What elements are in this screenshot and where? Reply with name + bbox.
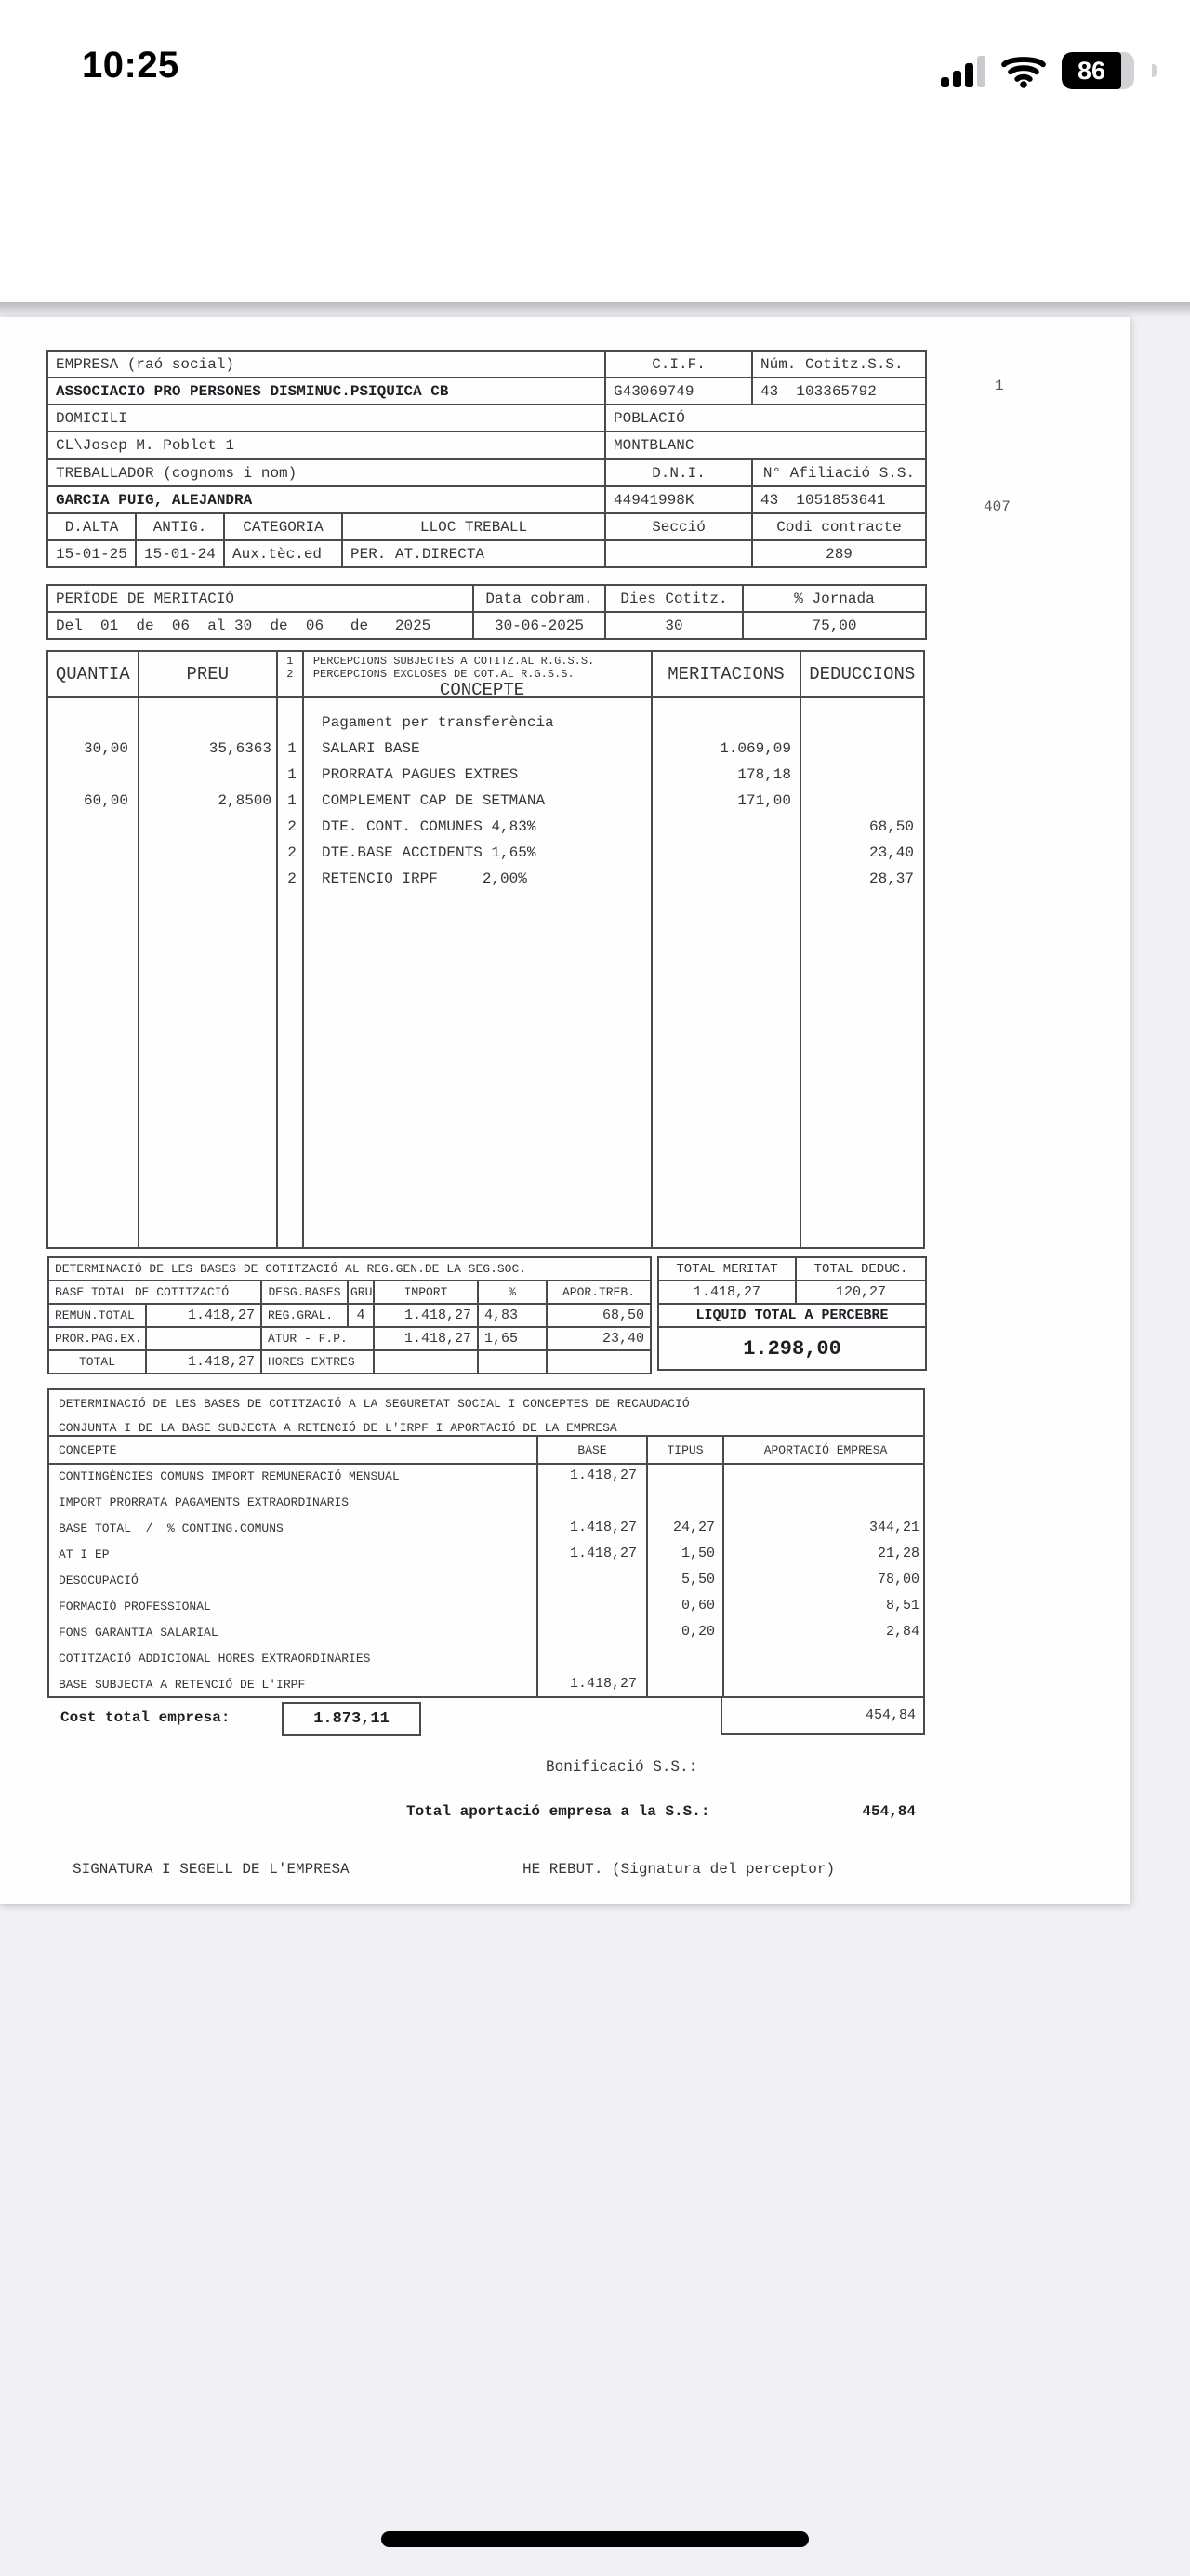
rec-row-tipus: 0,20 bbox=[681, 1624, 715, 1640]
concept-row: 2 DTE.BASE ACCIDENTS 1,65% 23,40 bbox=[287, 844, 914, 861]
total-aportacio-label: Total aportació empresa a la S.S.: bbox=[406, 1803, 710, 1820]
treballador-header: TREBALLADOR (cognoms i nom) bbox=[47, 459, 605, 486]
percepcions-line-2: PERCEPCIONS EXCLOSES DE COT.AL R.G.S.S. bbox=[312, 668, 575, 681]
dies-cotitz-value: 30 bbox=[605, 612, 743, 639]
rec-row-aport: 21,28 bbox=[877, 1546, 919, 1561]
rec-row-base: 1.418,27 bbox=[569, 1676, 637, 1692]
rec-row-label: CONTINGÈNCIES COMUNS IMPORT REMUNERACIÓ MENSUAL bbox=[59, 1469, 400, 1483]
desg-bases-header: DESG.BASES bbox=[261, 1281, 348, 1304]
recaudacio-table bbox=[47, 1388, 925, 1698]
total-value: 1.418,27 bbox=[146, 1350, 261, 1374]
concept-row: 1 PRORRATA PAGUES EXTRES 178,18 bbox=[287, 766, 791, 783]
battery-percent: 86 bbox=[1077, 56, 1106, 85]
pror-pag-ex-value bbox=[146, 1327, 261, 1350]
wifi-icon bbox=[1001, 53, 1046, 88]
page-marker-407: 407 bbox=[984, 498, 1011, 515]
rec-row-label: AT I EP bbox=[59, 1547, 110, 1561]
cif-header: C.I.F. bbox=[605, 351, 752, 378]
cellular-signal-icon bbox=[941, 54, 985, 87]
rec-row-label: BASE SUBJECTA A RETENCIÓ DE L'IRPF bbox=[59, 1678, 306, 1692]
total-meritat-value: 1.418,27 bbox=[658, 1281, 796, 1304]
rec-row-base: 1.418,27 bbox=[569, 1546, 637, 1561]
gru-header: GRU bbox=[348, 1281, 374, 1304]
num-cotitz-value: 43 103365792 bbox=[752, 378, 926, 405]
codi-header: Codi contracte bbox=[752, 513, 926, 540]
domicili-value: CL\Josep M. Poblet 1 bbox=[47, 432, 605, 458]
lloc-value: PER. AT.DIRECTA bbox=[342, 540, 605, 567]
aportacio-subtotal: 454,84 bbox=[865, 1707, 916, 1723]
liquid-total-label: LIQUID TOTAL A PERCEBRE bbox=[658, 1304, 926, 1327]
afiliacio-value: 43 1051853641 bbox=[752, 486, 926, 513]
periode-range: Del 01 de 06 al 30 de 06 de 2025 bbox=[47, 612, 473, 639]
rec-row-tipus: 24,27 bbox=[672, 1520, 715, 1535]
dni-header: D.N.I. bbox=[605, 459, 752, 486]
rec-base-header: BASE bbox=[577, 1443, 607, 1457]
base-total-header: BASE TOTAL DE COTITZACIÓ bbox=[48, 1281, 261, 1304]
afiliacio-header: N° Afiliació S.S. bbox=[752, 459, 926, 486]
atur-fp-pct: 1,65 bbox=[478, 1327, 547, 1350]
pdf-toolbar bbox=[0, 135, 1190, 302]
poblacio-header: POBLACIÓ bbox=[605, 405, 926, 432]
concept-row: 2 RETENCIO IRPF 2,00% 28,37 bbox=[287, 870, 914, 887]
cif-value: G43069749 bbox=[605, 378, 752, 405]
empresa-header: EMPRESA (raó social) bbox=[47, 351, 605, 378]
cotitzacio-table bbox=[47, 1256, 652, 1374]
deduccions-header: DEDUCCIONS bbox=[809, 663, 916, 684]
lloc-header: LLOC TREBALL bbox=[342, 513, 605, 540]
aportacio-subtotal-box bbox=[721, 1698, 925, 1735]
rec-row-tipus: 0,60 bbox=[681, 1598, 715, 1613]
total-deduc-header: TOTAL DEDUC. bbox=[796, 1257, 926, 1281]
concepts-table bbox=[46, 650, 925, 1249]
pror-pag-ex-label: PROR.PAG.EX. bbox=[48, 1327, 146, 1350]
concept-row: 30,00 35,6363 1 SALARI BASE 1.069,09 bbox=[83, 740, 791, 757]
treballador-table bbox=[46, 458, 927, 568]
total-meritat-header: TOTAL MERITAT bbox=[658, 1257, 796, 1281]
empresa-table bbox=[46, 350, 927, 459]
hores-extres-import bbox=[374, 1350, 478, 1374]
data-cobram-value: 30-06-2025 bbox=[473, 612, 605, 639]
rec-row-tipus: 5,50 bbox=[681, 1572, 715, 1587]
battery-icon bbox=[1062, 52, 1134, 89]
quantia-header: QUANTIA bbox=[48, 652, 139, 696]
rec-aportacio-header: APORTACIÓ EMPRESA bbox=[763, 1443, 888, 1457]
rec-row-tipus: 1,50 bbox=[681, 1546, 715, 1561]
reg-gral-pct: 4,83 bbox=[478, 1304, 547, 1327]
rec-row-base: 1.418,27 bbox=[569, 1520, 637, 1535]
periode-table bbox=[46, 584, 927, 640]
seccio-value bbox=[605, 540, 752, 567]
rec-row-aport: 2,84 bbox=[885, 1624, 919, 1640]
categoria-header: CATEGORIA bbox=[224, 513, 342, 540]
rec-tipus-header: TIPUS bbox=[667, 1443, 704, 1457]
remun-total-value: 1.418,27 bbox=[146, 1304, 261, 1327]
antig-value: 15-01-24 bbox=[136, 540, 224, 567]
concepte-header-block bbox=[304, 652, 653, 700]
poblacio-value: MONTBLANC bbox=[605, 432, 926, 458]
seccio-header: Secció bbox=[605, 513, 752, 540]
jornada-value: 75,00 bbox=[743, 612, 926, 639]
battery-nub bbox=[1152, 64, 1157, 77]
rec-row-label: FONS GARANTIA SALARIAL bbox=[59, 1626, 218, 1640]
periode-header: PERÍODE DE MERITACIÓ bbox=[47, 585, 473, 612]
concepte-header: CONCEPTE bbox=[439, 680, 525, 700]
signature-right-label: HE REBUT. (Signatura del perceptor) bbox=[522, 1861, 836, 1878]
reg-gral-gru: 4 bbox=[348, 1304, 374, 1327]
remun-total-label: REMUN.TOTAL bbox=[48, 1304, 146, 1327]
hores-extres-label: HORES EXTRES bbox=[261, 1350, 374, 1374]
status-bar bbox=[0, 0, 1190, 135]
status-time: 10:25 bbox=[82, 45, 179, 86]
reg-gral-label: REG.GRAL. bbox=[261, 1304, 348, 1327]
jornada-header: % Jornada bbox=[743, 585, 926, 612]
cost-total-box bbox=[282, 1702, 421, 1736]
bonificacio-label: Bonificació S.S.: bbox=[546, 1759, 698, 1775]
apor-treb-header: APOR.TREB. bbox=[547, 1281, 651, 1304]
domicili-header: DOMICILI bbox=[47, 405, 605, 432]
recaudacio-title-2: CONJUNTA I DE LA BASE SUBJECTA A RETENCIÓ DE L'IRPF I APORTACIÓ DE LA EMPRESA bbox=[59, 1421, 617, 1435]
rec-row-base: 1.418,27 bbox=[569, 1467, 637, 1483]
page-marker-1: 1 bbox=[995, 378, 1004, 394]
cost-total-label: Cost total empresa: bbox=[60, 1709, 231, 1726]
rec-row-label: FORMACIÓ PROFESSIONAL bbox=[59, 1600, 211, 1613]
treballador-name: GARCIA PUIG, ALEJANDRA bbox=[47, 486, 605, 513]
total-deduc-value: 120,27 bbox=[796, 1281, 926, 1304]
meritacions-header: MERITACIONS bbox=[653, 652, 800, 696]
reg-gral-import: 1.418,27 bbox=[374, 1304, 478, 1327]
dalta-header: D.ALTA bbox=[47, 513, 136, 540]
pct-header: % bbox=[478, 1281, 547, 1304]
concept-row: Pagament per transferència bbox=[322, 714, 554, 731]
data-cobram-header: Data cobram. bbox=[473, 585, 605, 612]
rec-row-label: DESOCUPACIÓ bbox=[59, 1573, 139, 1587]
dalta-value: 15-01-25 bbox=[47, 540, 136, 567]
hores-extres-pct bbox=[478, 1350, 547, 1374]
pdf-page bbox=[0, 317, 1130, 1904]
home-indicator[interactable] bbox=[381, 2531, 809, 2547]
atur-fp-import: 1.418,27 bbox=[374, 1327, 478, 1350]
totals-table bbox=[657, 1256, 927, 1371]
code-column-header: 1 2 bbox=[278, 652, 304, 696]
concept-row: 2 DTE. CONT. COMUNES 4,83% 68,50 bbox=[287, 818, 914, 835]
antig-header: ANTIG. bbox=[136, 513, 224, 540]
rec-row-aport: 8,51 bbox=[885, 1598, 919, 1613]
categoria-value: Aux.tèc.ed bbox=[224, 540, 342, 567]
num-cotitz-header: Núm. Cotitz.S.S. bbox=[752, 351, 926, 378]
import-header: IMPORT bbox=[374, 1281, 478, 1304]
codi-value: 289 bbox=[752, 540, 926, 567]
total-aportacio-value: 454,84 bbox=[862, 1803, 916, 1820]
dni-value: 44941998K bbox=[605, 486, 752, 513]
rec-concepte-header: CONCEPTE bbox=[59, 1443, 117, 1457]
percepcions-line-1: PERCEPCIONS SUBJECTES A COTITZ.AL R.G.S.S. bbox=[312, 655, 595, 668]
atur-fp-apor: 23,40 bbox=[547, 1327, 651, 1350]
status-icons bbox=[941, 48, 1157, 93]
signature-left-label: SIGNATURA I SEGELL DE L'EMPRESA bbox=[73, 1861, 350, 1878]
reg-gral-apor: 68,50 bbox=[547, 1304, 651, 1327]
cotitzacio-title: DETERMINACIÓ DE LES BASES DE COTITZACIÓ AL REG.GEN.DE LA SEG.SOC. bbox=[48, 1257, 651, 1281]
hores-extres-apor bbox=[547, 1350, 651, 1374]
total-label: TOTAL bbox=[48, 1350, 146, 1374]
rec-row-aport: 78,00 bbox=[877, 1572, 919, 1587]
atur-fp-label: ATUR - F.P. bbox=[261, 1327, 374, 1350]
rec-row-label: IMPORT PRORRATA PAGAMENTS EXTRAORDINARIS bbox=[59, 1495, 350, 1509]
concepts-table-header bbox=[48, 652, 923, 698]
preu-header: PREU bbox=[139, 652, 278, 696]
liquid-total-value: 1.298,00 bbox=[658, 1327, 926, 1370]
cost-total-value: 1.873,11 bbox=[313, 1710, 390, 1728]
rec-row-aport: 344,21 bbox=[868, 1520, 919, 1535]
recaudacio-title-1: DETERMINACIÓ DE LES BASES DE COTITZACIÓ A LA SEGURETAT SOCIAL I CONCEPTES DE RECAUDACIÓ bbox=[59, 1397, 690, 1411]
dies-cotitz-header: Dies Cotitz. bbox=[605, 585, 743, 612]
concept-row: 60,00 2,8500 1 COMPLEMENT CAP DE SETMANA 171,00 bbox=[83, 792, 791, 809]
toolbar-shadow bbox=[0, 302, 1190, 317]
empresa-name: ASSOCIACIO PRO PERSONES DISMINUC.PSIQUICA CB bbox=[47, 378, 605, 405]
rec-row-label: COTITZACIÓ ADDICIONAL HORES EXTRAORDINÀRIES bbox=[59, 1652, 371, 1666]
pdf-viewer-scroll-area[interactable] bbox=[0, 317, 1190, 2576]
rec-row-label: BASE TOTAL / % CONTING.COMUNS bbox=[59, 1521, 284, 1535]
